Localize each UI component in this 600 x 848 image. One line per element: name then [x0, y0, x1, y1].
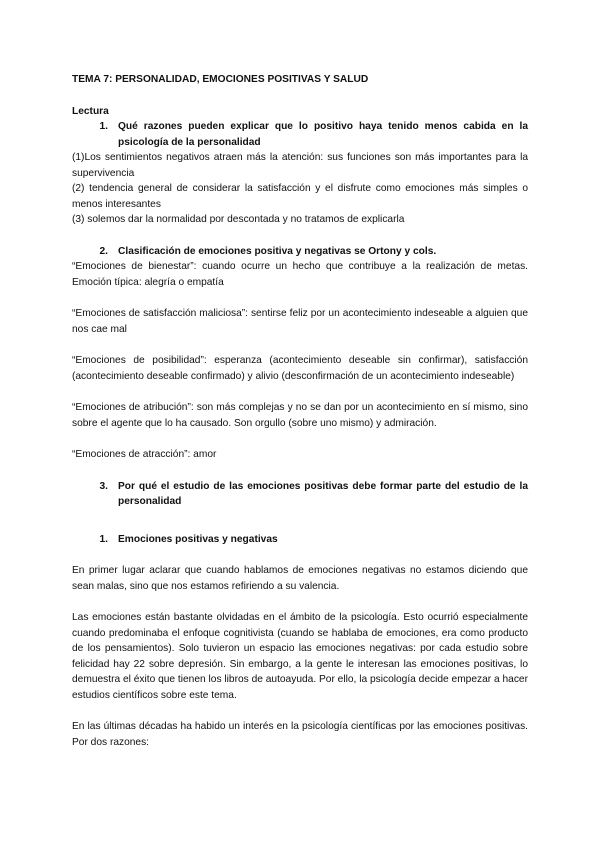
- section-1-number: 1.: [99, 533, 108, 545]
- q2-paragraph-1: “Emociones de bienestar”: cuando ocurre un hecho que contribuye a la realización de metas. Emoción típica: alegría o empatía: [72, 261, 528, 288]
- section-1-heading: [72, 532, 528, 548]
- question-2: [72, 244, 528, 260]
- q1-answer-1: (1)Los sentimientos negativos atraen más la atención: sus funciones son más importantes para la supervivencia: [72, 152, 528, 179]
- section-1-text: Emociones positivas y negativas: [118, 533, 278, 545]
- s1-paragraph-1: En primer lugar aclarar que cuando hablamos de emociones negativas no estamos diciendo que sean malas, sino que nos estamos refiriendo a su valencia.: [72, 565, 528, 592]
- q1-answer-3: (3) solemos dar la normalidad por descontada y no tratamos de explicarla: [72, 214, 405, 225]
- s1-paragraph-3: En las últimas décadas ha habido un interés en la psicología científicas por las emociones positivas. Por dos razones:: [72, 721, 528, 748]
- q1-answer-2: (2) tendencia general de considerar la satisfacción y el disfrute como emociones más simples o menos interesantes: [72, 183, 528, 210]
- question-2-number: 2.: [99, 245, 108, 257]
- s1-paragraph-2: Las emociones están bastante olvidadas en el ámbito de la psicología. Esto ocurrió especialmente cuando predominaba el enfoque cognitivista (cuando se hablaba de emociones, era como producto de los pensamientos). Solo tuvieron un espacio las emociones negativas: por cada estudio sobre felicidad hay 22 sobre depresión. Sin embargo, a la gente le interesan las emociones positivas, lo demuestra el éxito que tienen los libros de autoayuda. Por ello, la psicología decide empezar a hacer estudios científicos sobre este tema.: [72, 612, 528, 701]
- question-3-text: Por qué el estudio de las emociones positivas debe formar parte del estudio de la personalidad: [118, 480, 528, 507]
- question-1-text: Qué razones pueden explicar que lo positivo haya tenido menos cabida en la psicología de la personalidad: [118, 121, 528, 148]
- question-3: [72, 479, 528, 510]
- q2-paragraph-4: “Emociones de atribución”: son más complejas y no se dan por un acontecimiento en sí mismo, sino sobre el agente que lo ha causado. Son orgullo (sobre uno mismo) y admiración.: [72, 402, 528, 429]
- document-body: [72, 72, 528, 750]
- question-3-number: 3.: [99, 480, 108, 492]
- document-title: TEMA 7: PERSONALIDAD, EMOCIONES POSITIVAS Y SALUD: [72, 74, 369, 85]
- question-2-text: Clasificación de emociones positiva y negativas se Ortony y cols.: [118, 245, 437, 257]
- section-lectura: Lectura: [72, 105, 109, 117]
- q2-paragraph-5: “Emociones de atracción”: amor: [72, 449, 217, 460]
- question-1: [72, 119, 528, 150]
- q2-paragraph-2: “Emociones de satisfacción maliciosa”: sentirse feliz por un acontecimiento indeseable a alguien que nos cae mal: [72, 308, 528, 335]
- q2-paragraph-3: “Emociones de posibilidad”: esperanza (acontecimiento deseable sin confirmar), satisfacción (acontecimiento deseable confirmado) y alivio (desconfirmación de un acontecimiento indeseable): [72, 355, 528, 382]
- question-1-number: 1.: [99, 121, 108, 132]
